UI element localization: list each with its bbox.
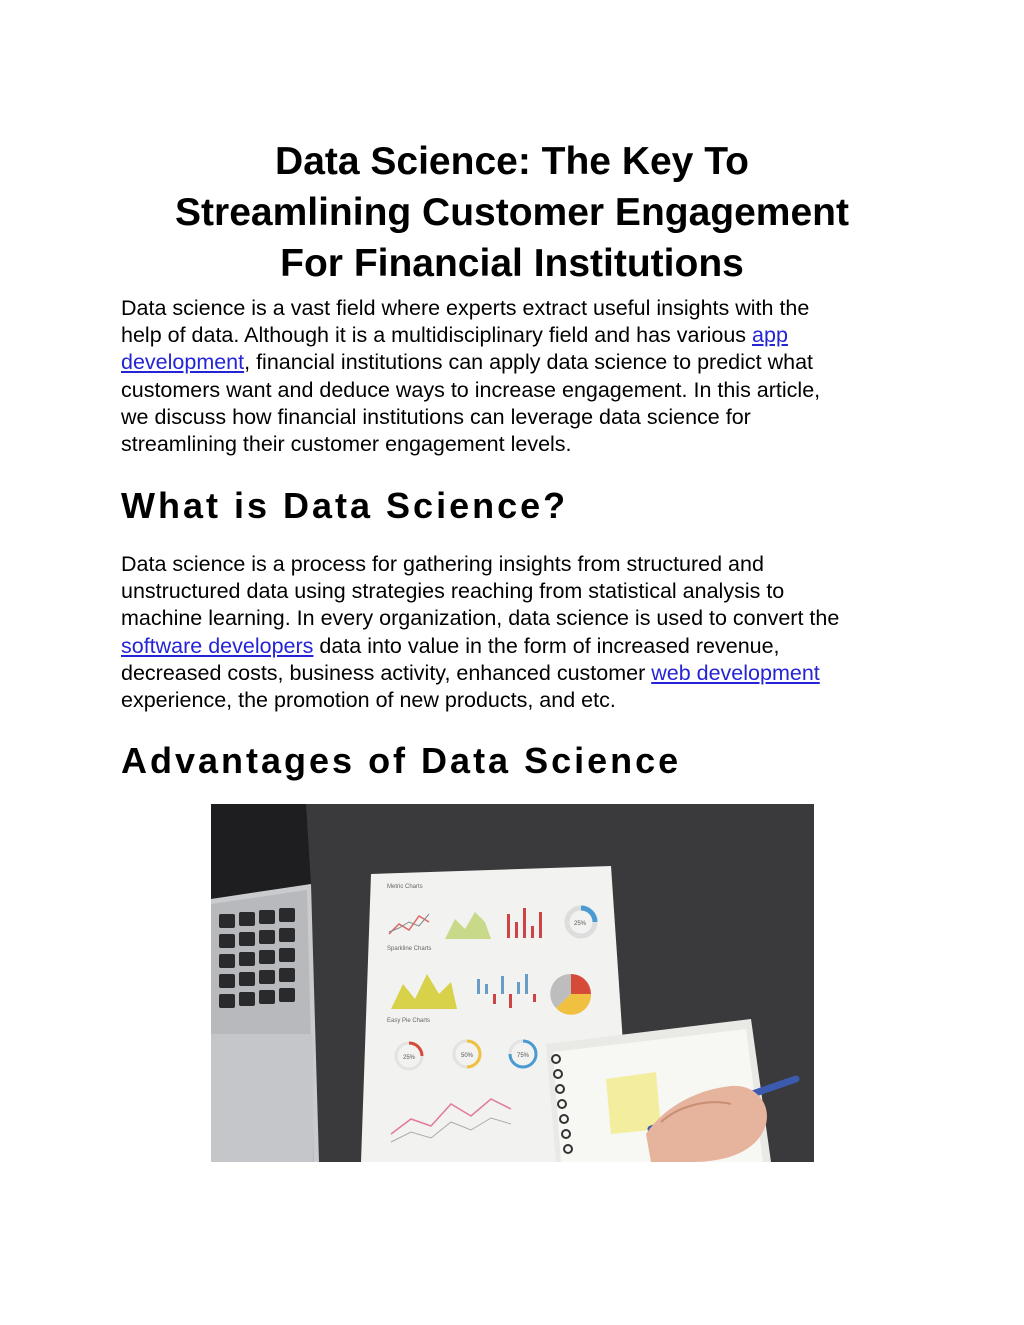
text-line [121,349,921,376]
title-line: Data Science: The Key To [275,140,749,183]
sheet-heading: Metric Charts [387,884,423,890]
text-line [121,322,921,349]
photo-illustration [211,804,814,1162]
pie-label: 75% [517,1053,530,1059]
text-fragment: data into value in the form of increased revenue, [313,633,780,658]
app-development-link[interactable]: development [121,350,245,375]
title-line: For Financial Institutions [280,242,744,285]
section1-paragraph [121,551,921,714]
text-line: Data science is a vast field where experts extract useful insights with the [121,296,810,320]
text-line [121,660,921,687]
text-line: streamlining their customer engagement levels. [121,432,572,457]
pie-label: 25% [403,1055,416,1061]
sheet-subheading: Easy Pie Charts [387,1018,431,1024]
text-line: we discuss how financial institutions can leverage data science for [121,404,751,429]
text-line [121,633,921,660]
text-line: Data science is a process for gathering insights from structured and [121,552,764,576]
text-fragment: decreased costs, business activity, enhanced customer [121,660,652,685]
pie-label: 50% [461,1053,474,1059]
donut-label: 25% [574,921,587,927]
text-line: machine learning. In every organization, data science is used to convert the [121,606,840,631]
laptop-image [211,804,319,1162]
section-heading-what-is-data-science: What is Data Science? [121,485,569,526]
section-heading-advantages: Advantages of Data Science [121,740,682,781]
data-charts-photo [211,804,814,1162]
app-development-link[interactable]: app [752,323,788,348]
software-developers-link[interactable]: software developers [121,633,314,658]
intro-paragraph [121,295,921,458]
web-development-link[interactable]: web development [651,660,820,685]
text-fragment: , financial institutions can apply data science to predict what [244,350,814,375]
sheet-subheading: Sparkline Charts [387,946,432,952]
page-title [100,136,924,289]
text-line: experience, the promotion of new products, and etc. [121,688,616,713]
text-fragment: help of data. Although it is a multidisciplinary field and has various [121,323,753,348]
title-line: Streamlining Customer Engagement [175,191,849,234]
text-line: customers want and deduce ways to increase engagement. In this article, [121,377,821,402]
text-line: unstructured data using strategies reaching from statistical analysis to [121,579,785,604]
